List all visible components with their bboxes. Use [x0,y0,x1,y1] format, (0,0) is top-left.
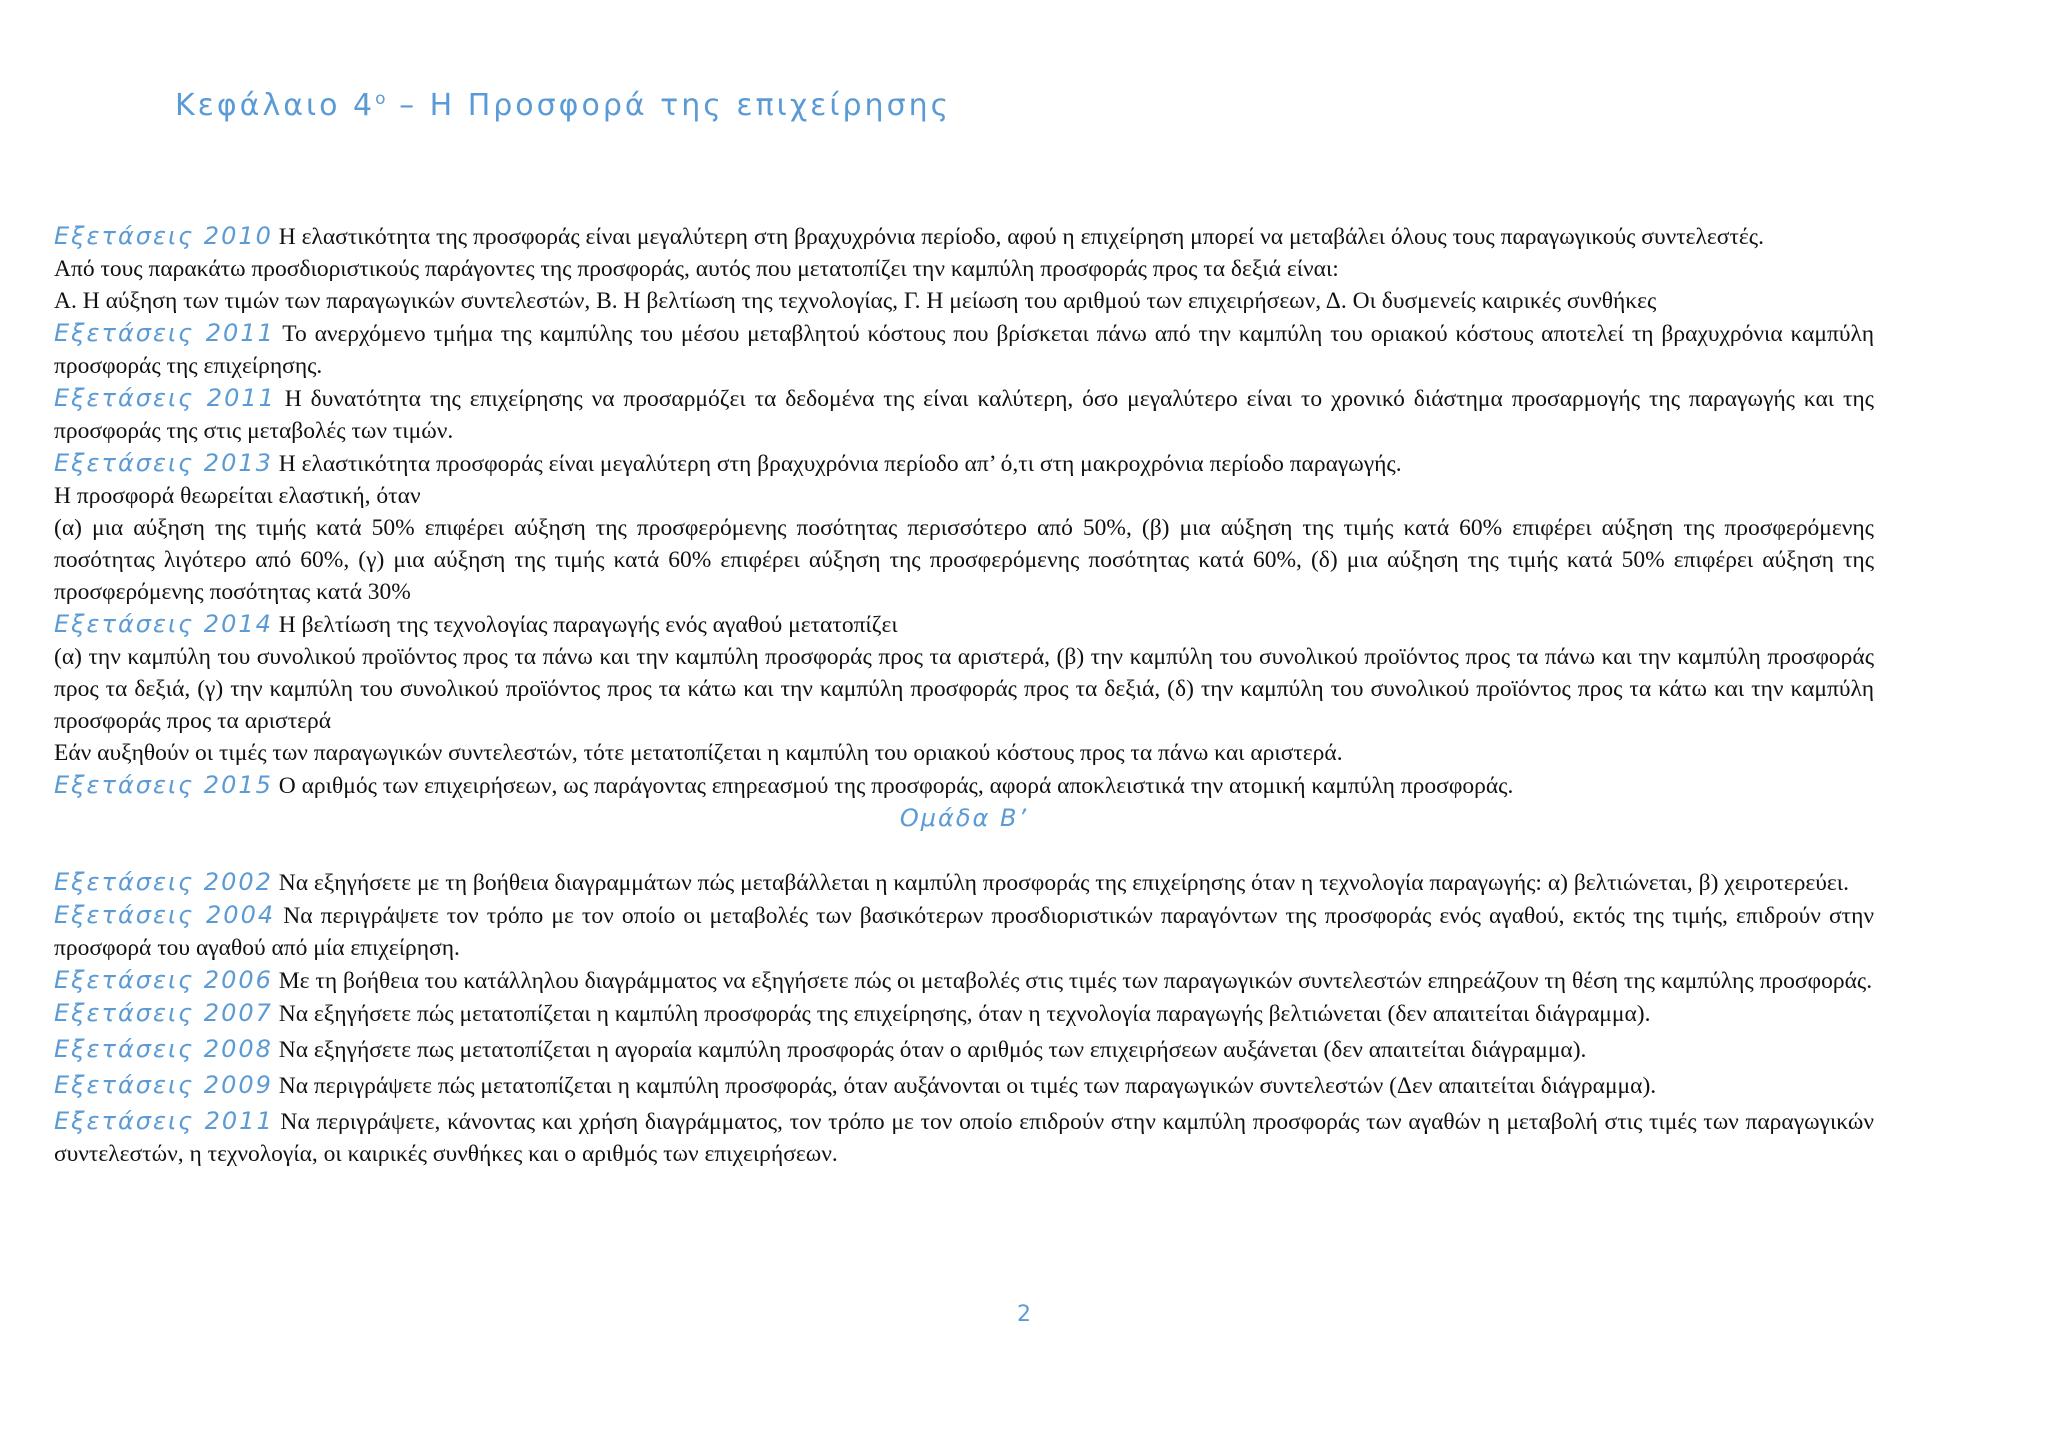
exam-year-label: Εξετάσεις 2006 [54,966,273,994]
chapter-title-prefix: Κεφάλαιο 4 [175,88,376,123]
paragraph [54,737,1874,769]
paragraph-text: (α) μια αύξηση της τιμής κατά 50% επιφέρει αύξηση της προσφερόμενης ποσότητας περισσότερο από 50%, (β) μια αύξηση της τιμής κατά 60% επιφέρει αύξηση της προσφερόμενης ποσότητας λιγότερο από 60%, (γ) μια αύξηση της τιμής κατά 60% επιφέρει αύξηση της προσφερόμενης ποσότητας κατά 60%, (δ) μια αύξηση της τιμής κατά 50% επιφέρει αύξηση της προσφερόμενης ποσότητας κατά 30% [54,515,1874,605]
chapter-title [175,88,951,123]
exam-item-text: Με τη βοήθεια του κατάλληλου διαγράμματος να εξηγήσετε πώς οι μεταβολές στις τιμές των παραγωγικών συντελεστών επηρεάζουν τη θέση της καμπύλης προσφοράς. [272,968,1873,994]
exam-item [54,447,1874,480]
exam-item [54,1105,1874,1170]
exam-item-text: Να εξηγήσετε πως μετατοπίζεται η αγοραία καμπύλη προσφοράς όταν ο αριθμός των επιχειρήσεων αυξάνεται (δεν απαιτείται διάγραμμα). [272,1037,1587,1063]
exam-item-text: Να περιγράψετε τον τρόπο με τον οποίο οι μεταβολές των βασικότερων προσδιοριστικών παραγόντων της προσφοράς ενός αγαθού, εκτός της τιμής, επιδρούν στην προσφορά του αγαθού από μία επιχείρηση. [54,903,1875,961]
exam-item [54,382,1874,447]
exam-item-text: Να περιγράψετε, κάνοντας και χρήση διαγράμματος, τον τρόπο με τον οποίο επιδρούν στην καμπύλη προσφοράς των αγαθών η μεταβολή στις τιμές των παραγωγικών συντελεστών, η τεχνολογία, οι καιρικές συνθήκες και ο αριθμός των επιχειρήσεων. [54,1109,1874,1167]
exam-year-label: Εξετάσεις 2011 [54,384,276,412]
exam-year-label: Εξετάσεις 2014 [54,610,273,638]
exam-item-text: Να εξηγήσετε με τη βοήθεια διαγραμμάτων πώς μεταβάλλεται η καμπύλη προσφοράς της επιχείρησης όταν η τεχνολογία παραγωγής: α) βελτιώνεται, β) χειροτερεύει. [272,870,1849,896]
exam-item-text: Η δυνατότητα της επιχείρησης να προσαρμόζει τα δεδομένα της είναι καλύτερη, όσο μεγαλύτερο είναι το χρονικό διάστημα προσαρμογής της παραγωγής και της προσφοράς της στις μεταβολές των τιμών. [54,386,1874,444]
exam-item [54,899,1874,964]
exam-item [54,866,1874,899]
paragraph-text: (α) την καμπύλη του συνολικού προϊόντος προς τα πάνω και την καμπύλη προσφοράς προς τα αριστερά, (β) την καμπύλη του συνολικού προϊόντος προς τα πάνω και την καμπύλη προσφοράς προς τα δεξιά, (γ) την καμπύλη του συνολικού προϊόντος προς τα κάτω και την καμπύλη προσφοράς προς τα δεξιά, (δ) την καμπύλη του συνολικού προϊόντος προς τα κάτω και την καμπύλη προσφοράς προς τα αριστερά [54,644,1874,734]
exam-item [54,964,1874,997]
paragraph [54,253,1874,285]
page-number: 2 [1017,1302,1031,1327]
exam-year-label: Εξετάσεις 2009 [54,1071,273,1099]
exam-item [54,1033,1874,1066]
exam-item [54,317,1874,382]
exam-item [54,608,1874,641]
paragraph [54,512,1874,608]
exam-year-label: Εξετάσεις 2011 [54,1107,274,1135]
paragraph [54,641,1874,737]
group-heading: Ομάδα Β’ [899,804,1029,832]
paragraph-text: Α. Η αύξηση των τιμών των παραγωγικών συντελεστών, Β. Η βελτίωση της τεχνολογίας, Γ. Η μείωση του αριθμού των επιχειρήσεων, Δ. Οι δυσμενείς καιρικές συνθήκες [54,288,1657,314]
exam-item-text: Η βελτίωση της τεχνολογίας παραγωγής ενός αγαθού μετατοπίζει [272,612,898,638]
exam-year-label: Εξετάσεις 2011 [54,319,275,347]
exam-year-label: Εξετάσεις 2015 [54,771,273,799]
exam-item [54,769,1874,802]
paragraph-text: Εάν αυξηθούν οι τιμές των παραγωγικών συντελεστών, τότε μετατοπίζεται η καμπύλη του οριακού κόστους προς τα πάνω και αριστερά. [54,740,1343,766]
exam-item [54,997,1874,1030]
exam-year-label: Εξετάσεις 2008 [54,1035,273,1063]
paragraph-text: Η προσφορά θεωρείται ελαστική, όταν [54,483,421,509]
exam-item-text: Να περιγράψετε πώς μετατοπίζεται η καμπύλη προσφοράς, όταν αυξάνονται οι τιμές των παραγωγικών συντελεστών (Δεν απαιτείται διάγραμμα). [272,1073,1657,1099]
document-body [54,220,1874,1170]
exam-year-label: Εξετάσεις 2013 [54,449,273,477]
paragraph-text: Από τους παρακάτω προσδιοριστικούς παράγοντες της προσφοράς, αυτός που μετατοπίζει την καμπύλη προσφοράς προς τα δεξιά είναι: [54,256,1339,282]
exam-year-label: Εξετάσεις 2010 [54,222,273,250]
exam-item-text: Η ελαστικότητα προσφοράς είναι μεγαλύτερη στη βραχυχρόνια περίοδο απ’ ό,τι στη μακροχρόνια περίοδο παραγωγής. [272,451,1402,477]
exam-year-label: Εξετάσεις 2002 [54,868,273,896]
exam-item-text: Ο αριθμός των επιχειρήσεων, ως παράγοντας επηρεασμού της προσφοράς, αφορά αποκλειστικά την ατομική καμπύλη προσφοράς. [272,773,1514,799]
chapter-title-rest: – Η Προσφορά της επιχείρησης [386,88,952,123]
paragraph [54,285,1874,317]
paragraph [54,480,1874,512]
exam-year-label: Εξετάσεις 2007 [54,999,273,1027]
chapter-title-superscript: ο [375,89,387,109]
exam-item [54,220,1874,253]
exam-item [54,1069,1874,1102]
exam-item-text: Να εξηγήσετε πώς μετατοπίζεται η καμπύλη προσφοράς της επιχείρησης, όταν η τεχνολογία παραγωγής βελτιώνεται (δεν απαιτείται διάγραμμα). [272,1001,1651,1027]
exam-year-label: Εξετάσεις 2004 [54,901,276,929]
exam-item-text: Η ελαστικότητα της προσφοράς είναι μεγαλύτερη στη βραχυχρόνια περίοδο, αφού η επιχείρηση μπορεί να μεταβάλει όλους τους παραγωγικούς συντελεστές. [272,224,1764,250]
exam-item-text: Το ανερχόμενο τμήμα της καμπύλης του μέσου μεταβλητού κόστους που βρίσκεται πάνω από την καμπύλη του οριακού κόστους αποτελεί τη βραχυχρόνια καμπύλη προσφοράς της επιχείρησης. [54,321,1874,379]
